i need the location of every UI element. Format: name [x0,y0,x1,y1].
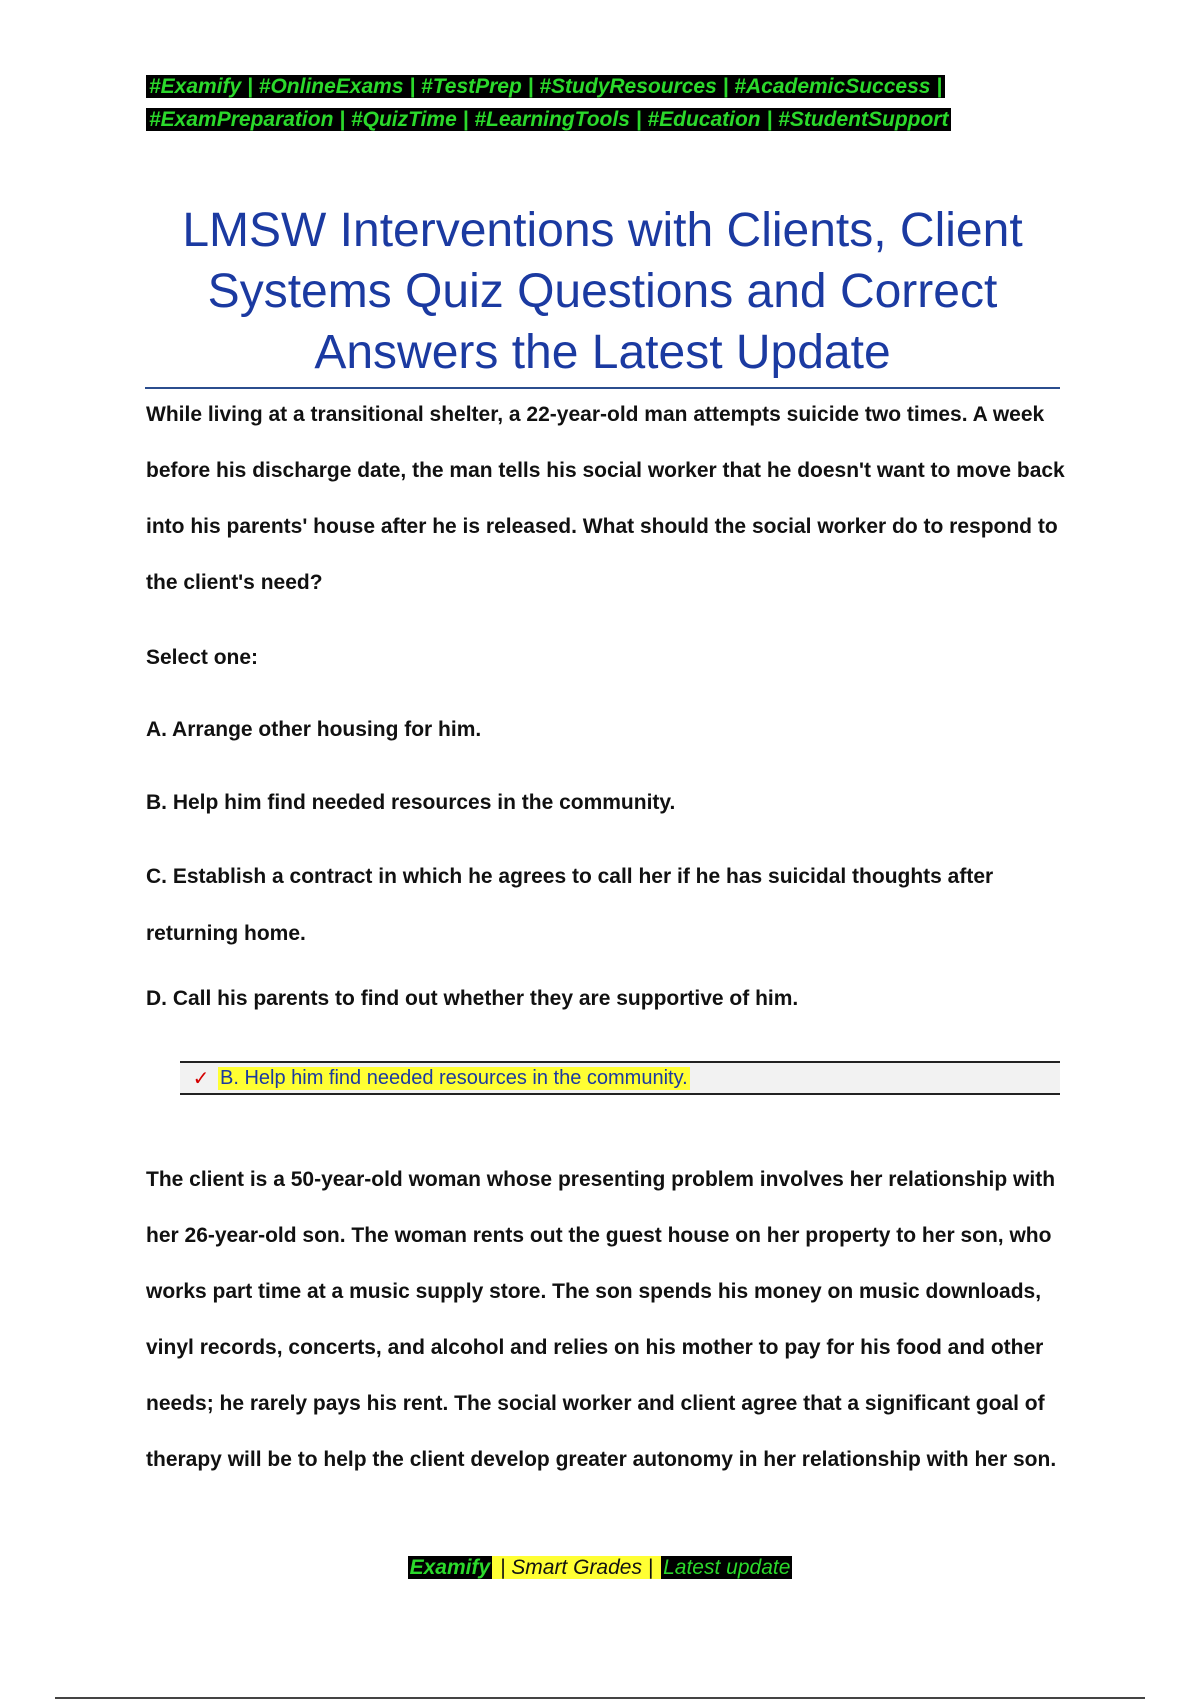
select-one-label: Select one: [146,646,259,669]
document-title: LMSW Interventions with Clients, Client Systems Quiz Questions and Correct Answers the Latest Update [182,204,1023,379]
footer-latest-update: Latest update [663,1556,791,1579]
hashtag-line-1: #Examify | #OnlineExams | #TestPrep | #StudyResources | #AcademicSuccess | [146,70,1066,103]
option-a: A. Arrange other housing for him. [146,718,482,741]
question-1-stem: While living at a transitional shelter, a 22-year-old man attempts suicide two times. A week before his discharge date, the man tells his social worker that he doesn't want to move back into his parents' house after he is released. What should the social worker do to respond to the client's need? [146,403,1065,594]
correct-answer-box [180,1061,1060,1095]
footer-brand: Examify [409,1556,491,1579]
option-d: D. Call his parents to find out whether they are supportive of him. [146,987,799,1010]
footer-smart-grades: | Smart Grades | [494,1556,660,1579]
question-2-stem: The client is a 50-year-old woman whose presenting problem involves her relationship with her 26-year-old son. The woman rents out the guest house on her property to her son, who works part time at a music supply store. The son spends his money on music downloads, vinyl records, concerts, and alcohol and relies on his mother to pay for his food and other needs; he rarely pays his rent. The social worker and client agree that a significant goal of therapy will be to help the client develop greater autonomy in her relationship with her son. [146,1168,1057,1471]
correct-answer-text: B. Help him find needed resources in the community. [220,1066,688,1089]
page-bottom-divider [55,1697,1145,1699]
hashtag-line-2: #ExamPreparation | #QuizTime | #LearningTools | #Education | #StudentSupport [146,103,1066,136]
option-c: C. Establish a contract in which he agrees to call her if he has suicidal thoughts after returning home. [146,865,994,945]
check-icon: ✓ [192,1067,210,1090]
option-b: B. Help him find needed resources in the community. [146,791,676,814]
header-hashtags [146,70,1066,136]
footer-branding [0,1554,1200,1582]
